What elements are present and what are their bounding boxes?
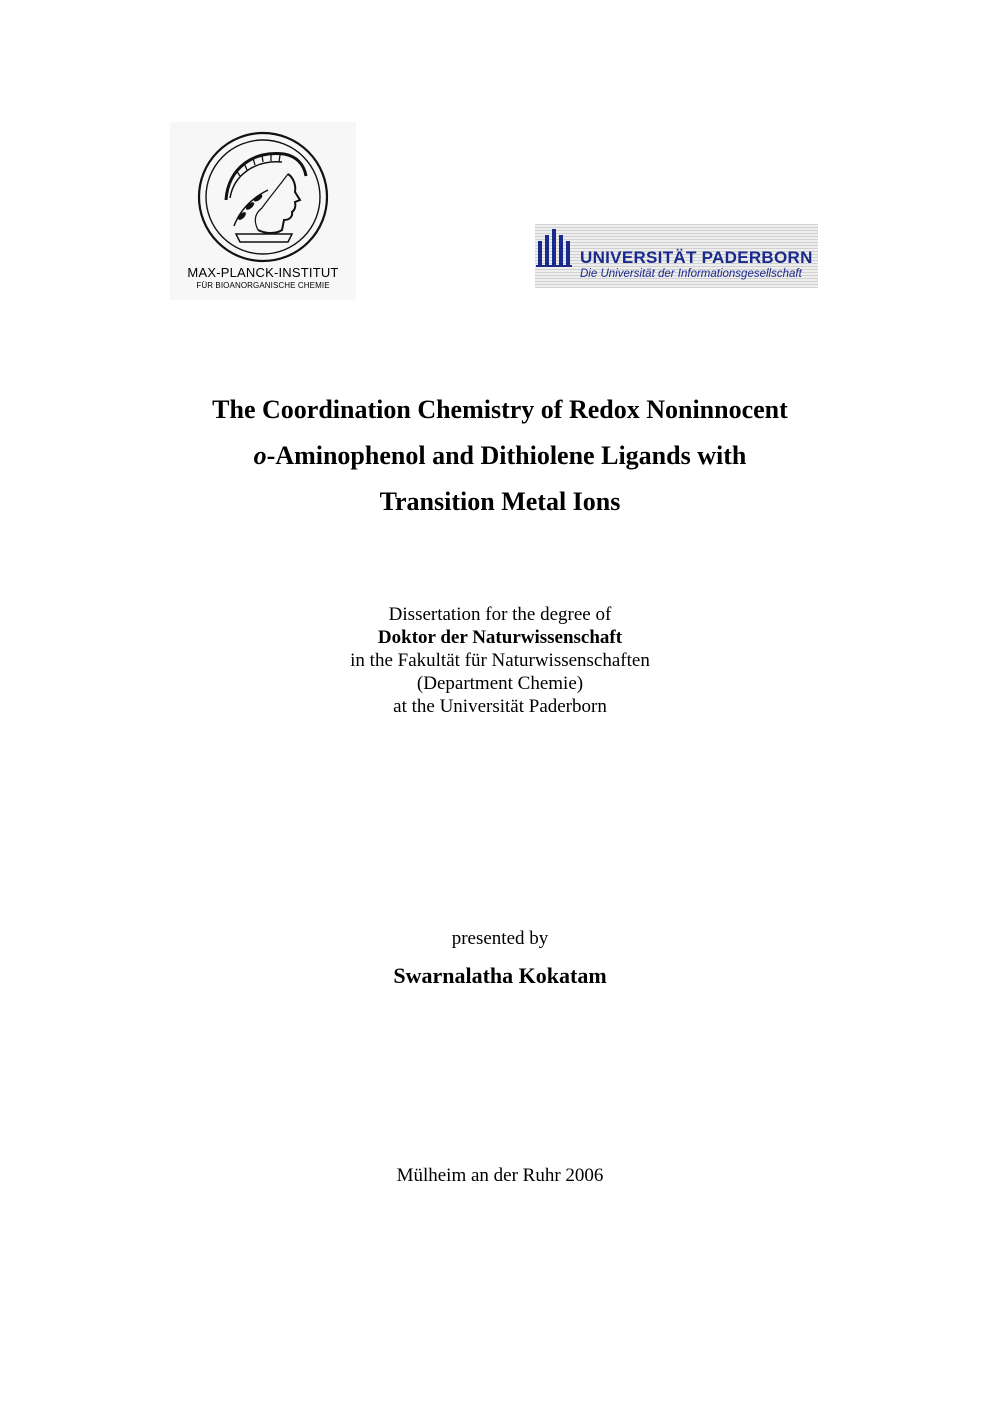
mpi-subname: FÜR BIOANORGANISCHE CHEMIE	[196, 281, 330, 290]
upb-logo	[535, 224, 818, 288]
department-line: (Department Chemie)	[416, 673, 584, 694]
title-line-1: The Coordination Chemistry of Redox Noninnocent	[212, 395, 788, 424]
university-line: at the Universität Paderborn	[393, 696, 607, 717]
presented-by: presented by	[451, 928, 549, 949]
title-line-2-rest: -Aminophenol and Dithiolene Ligands with	[266, 441, 747, 470]
minerva-emblem-icon	[196, 130, 330, 264]
faculty-line: in the Fakultät für Naturwissenschaften	[350, 650, 650, 671]
author-name: Swarnalatha Kokatam	[393, 963, 607, 988]
mpi-name: MAX-PLANCK-INSTITUT	[187, 265, 339, 280]
degree-intro: Dissertation for the degree of	[388, 604, 612, 625]
upb-name: UNIVERSITÄT PADERBORN	[580, 248, 813, 267]
title-line-2	[0, 441, 1000, 471]
upb-mark-icon	[536, 227, 572, 267]
title-italic-prefix: o	[253, 441, 267, 470]
mpi-logo	[170, 122, 356, 300]
upb-tagline: Die Universität der Informationsgesellschaft	[580, 268, 802, 280]
degree-name: Doktor der Naturwissenschaft	[377, 627, 623, 648]
place-year: Mülheim an der Ruhr 2006	[396, 1165, 604, 1186]
title-line-3: Transition Metal Ions	[379, 487, 621, 516]
